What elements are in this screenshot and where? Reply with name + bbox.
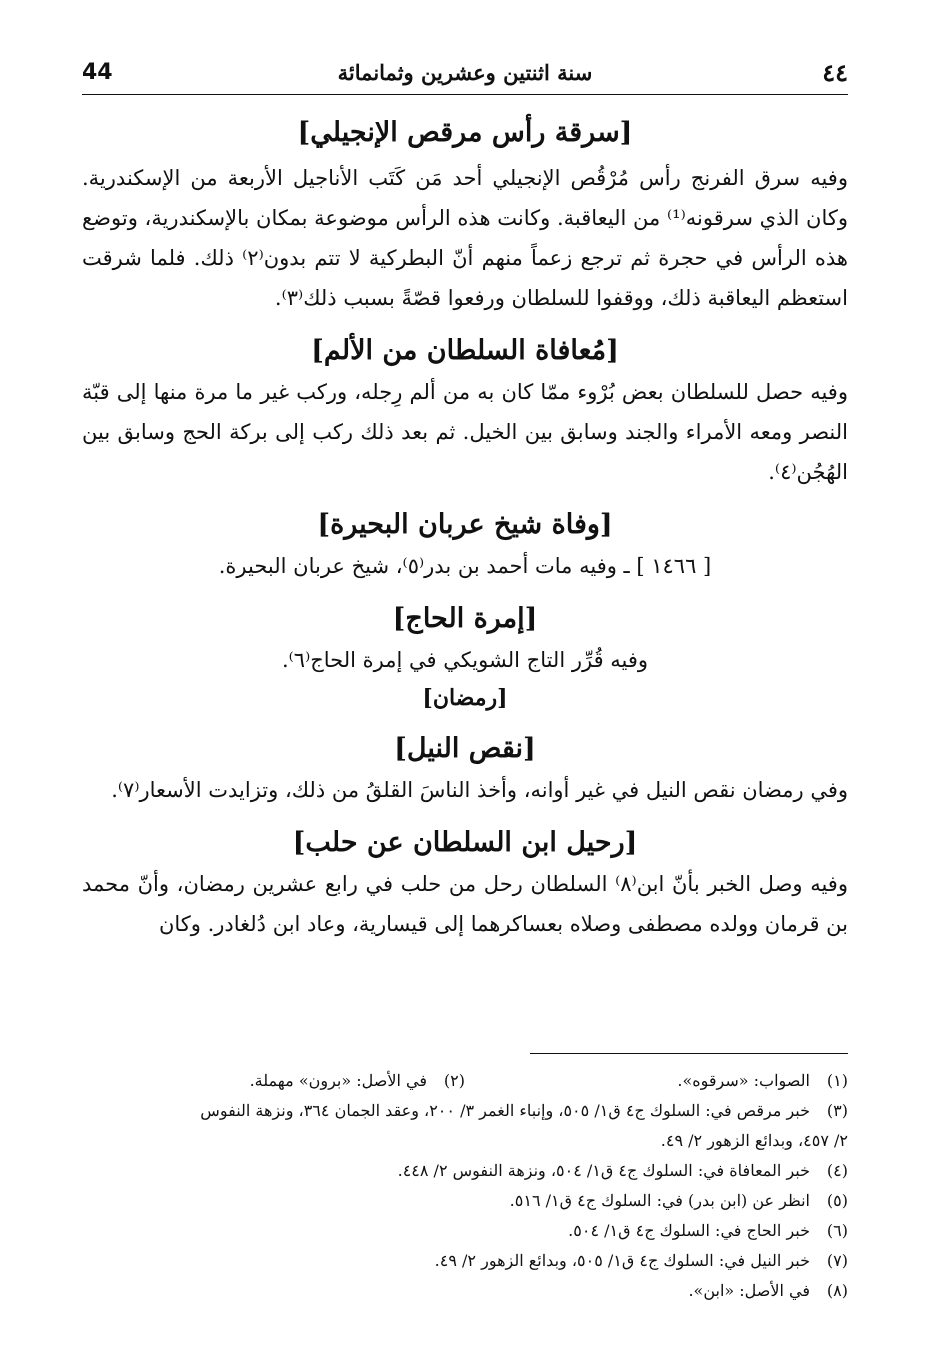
running-header (82, 58, 848, 95)
footnote-row (82, 1246, 848, 1276)
page-number-latin: 44 (82, 60, 113, 85)
paragraph: [ ١٤٦٦ ] ـ وفيه مات أحمد بن بدر⁽٥⁾، شيخ عربان البحيرة. (218, 554, 712, 578)
footnote-text: انظر عن (ابن بدر) في: السلوك ج٤ ق١/ ٥١٦. (509, 1191, 810, 1210)
paragraph: وفي رمضان نقص النيل في غير أوانه، وأخذ الناسَ القلقُ من ذلك، وتزايدت الأسعار⁽٧⁾. (111, 778, 848, 802)
footnote-number: (٢) (443, 1071, 465, 1090)
footnote-number: (٥) (826, 1191, 848, 1210)
footnote-number: (٨) (826, 1281, 848, 1300)
footnote-number: (٧) (826, 1251, 848, 1270)
section (82, 728, 848, 810)
section-heading: [إمرة الحاج] (392, 603, 538, 634)
paragraph: وفيه سرق الفرنج رأس مُرْقُص الإنجيلي أحد مَن كَتَب الأناجيل الأربعة من الإسكندرية. وكان الذي سرقونه⁽¹⁾ من اليعاقبة. وكانت هذه الرأس موضوعة بمكان بالإسكندرية، وتوضع هذه الرأس في حجرة ثم ترجع زعماً منهم أنّ البطركية لا تتم بدون⁽٢⁾ ذلك. فلما شرقت استعظم اليعاقبة ذلك، ووقفوا للسلطان ورفعوا قصّةً بسبب ذلك⁽٣⁾. (82, 166, 848, 310)
footnote-number: (٤) (826, 1161, 848, 1180)
page-number-arabic: ٤٤ (822, 58, 848, 87)
footnote-text: في الأصل: «برون» مهملة. (249, 1071, 427, 1090)
footnote-number: (٦) (826, 1221, 848, 1240)
footnote-number: (١) (826, 1071, 848, 1090)
footnotes (82, 1066, 848, 1306)
footnote-separator (530, 1053, 848, 1054)
footnote-text: الصواب: «سرقوه». (677, 1071, 810, 1090)
section-heading: [نقص النيل] (394, 733, 536, 764)
section-heading: [سرقة رأس مرقص الإنجيلي] (297, 117, 633, 148)
footnote-row (82, 1216, 848, 1246)
section-heading: [وفاة شيخ عربان البحيرة] (317, 509, 613, 540)
section-heading: [رحيل ابن السلطان عن حلب] (292, 827, 638, 858)
main-text (82, 112, 848, 944)
running-title: سنة اثنتين وعشرين وثمانمائة (337, 60, 593, 85)
section (82, 330, 848, 492)
footnote-row (82, 1066, 848, 1096)
footnote-row (82, 1096, 848, 1126)
paragraph: وفيه قُرِّر التاج الشويكي في إمرة الحاج⁽٦⁾. (281, 648, 649, 672)
footnote-number: (٣) (826, 1101, 848, 1120)
footnote-row (82, 1186, 848, 1216)
section (82, 822, 848, 944)
paragraph: وفيه حصل للسلطان بعض بُرْوء ممّا كان به من ألم رِجله، وركب غير ما مرة منها إلى قبّة النصر ومعه الأمراء والجند وسابق بين الخيل. ثم بعد ذلك ركب إلى بركة الحج وسابق بين الهُجُن⁽٤⁾. (82, 380, 848, 484)
footnote-text: خبر المعافاة في: السلوك ج٤ ق١/ ٥٠٤، ونزهة النفوس ٢/ ٤٤٨. (397, 1161, 810, 1180)
section (82, 504, 848, 586)
footnote-row (82, 1156, 848, 1186)
footnote-text: في الأصل: «ابن». (688, 1281, 810, 1300)
footnote-text: خبر النيل في: السلوك ج٤ ق١/ ٥٠٥، وبدائع الزهور ٢/ ٤٩. (434, 1251, 810, 1270)
footnote-text: خبر الحاج في: السلوك ج٤ ق١/ ٥٠٤. (568, 1221, 810, 1240)
section-heading: [مُعافاة السلطان من الألم] (311, 335, 619, 366)
section (82, 598, 848, 716)
footnote-row (82, 1276, 848, 1306)
section-heading: [رمضان] (422, 685, 508, 711)
footnote-text: خبر مرقص في: السلوك ج٤ ق١/ ٥٠٥، وإنباء الغمر ٣/ ٢٠٠، وعقد الجمان ٣٦٤، ونزهة النفوس (200, 1101, 810, 1120)
paragraph: وفيه وصل الخبر بأنّ ابن⁽٨⁾ السلطان رحل من حلب في رابع عشرين رمضان، وأنّ محمد بن قرمان وولده مصطفى وصلاه بعساكرهما إلى قيسارية، وعاد ابن دُلغادر. وكان (82, 872, 848, 936)
section (82, 112, 848, 318)
footnote-continuation: ٢/ ٤٥٧، وبدائع الزهور ٢/ ٤٩. (660, 1131, 848, 1150)
